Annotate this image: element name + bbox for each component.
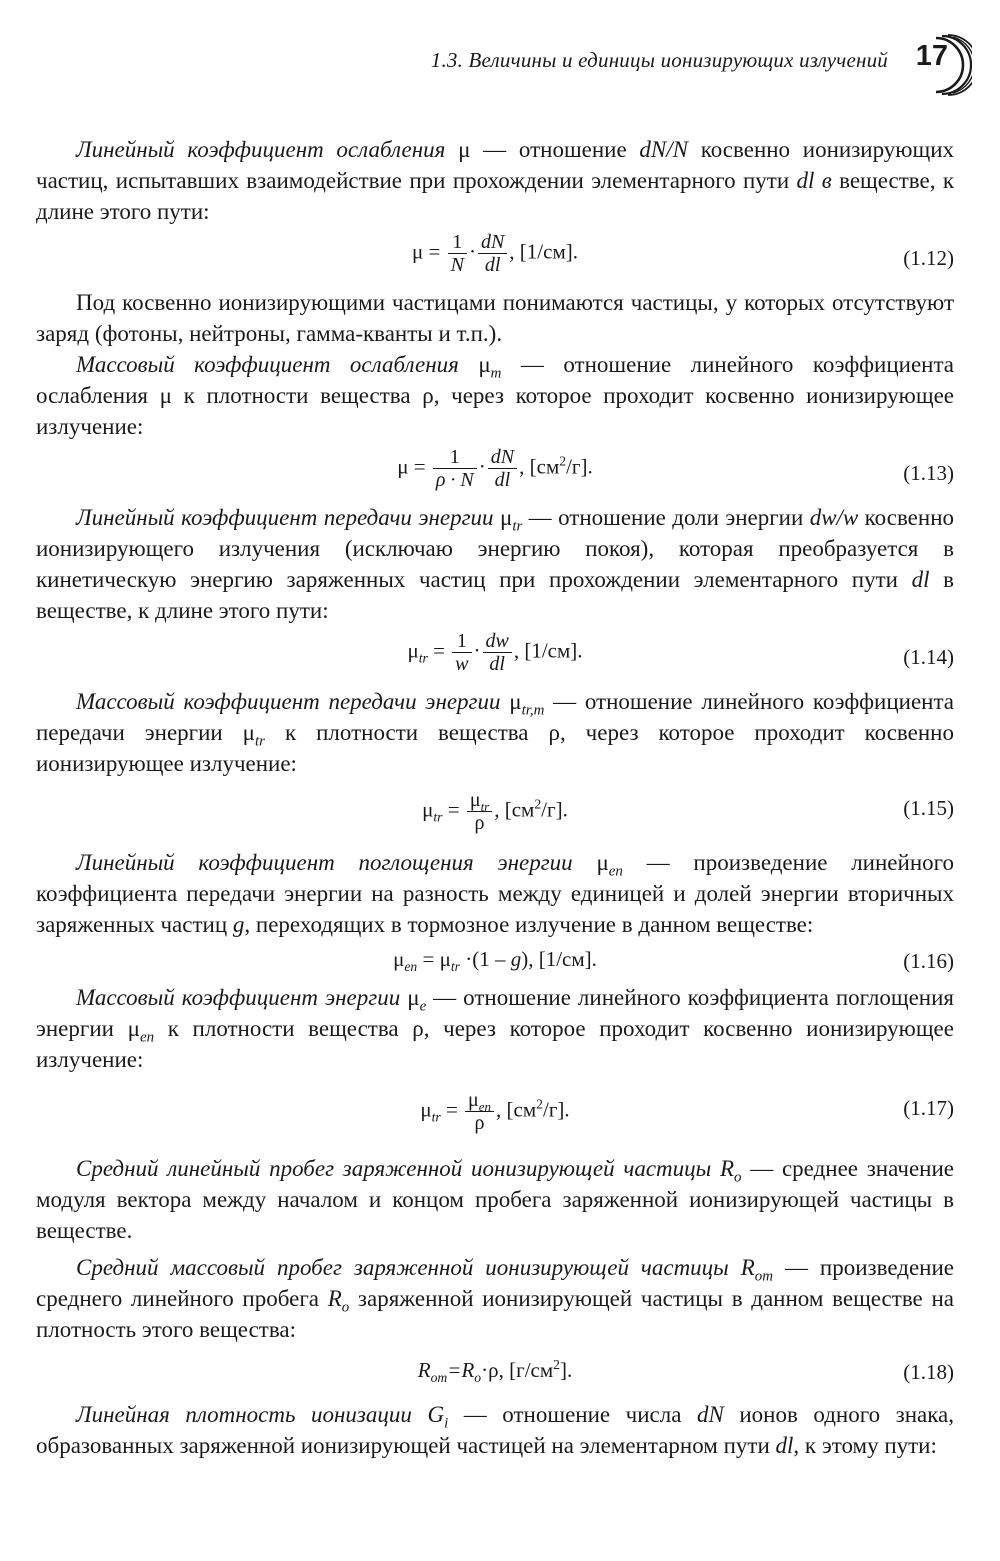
- denominator: dl: [489, 653, 505, 675]
- dN: dN: [696, 1402, 724, 1427]
- text: ионов одного знака, образованных заряженной ионизирующей частицей на элементарном пути: [36, 1402, 955, 1458]
- dl: dl: [775, 1433, 794, 1458]
- symbol: μ: [242, 720, 256, 745]
- text: — отношение линейного коэффициента ослабления μ к плотности вещества ρ, через которое проходит косвенно ионизирующее излучение:: [36, 352, 955, 439]
- term: Линейный коэффициент передачи энергии: [76, 505, 494, 530]
- text: заряженной ионизирующей частицы в данном веществе на плотность этого вещества:: [36, 1286, 954, 1342]
- term: Массовый коэффициент ослабления: [76, 352, 459, 377]
- equation-1-18: [36, 1355, 954, 1395]
- subscript: tr: [480, 799, 490, 814]
- symbol: R: [327, 1286, 342, 1311]
- numerator: 1: [448, 231, 467, 254]
- subscript: tr: [431, 1109, 441, 1125]
- symbol: R: [740, 1255, 755, 1280]
- equation-1-14: [36, 630, 954, 680]
- paragraph-linear-energy-transfer: [36, 502, 954, 626]
- fraction: [465, 1089, 494, 1134]
- equation-1-12: [36, 231, 954, 281]
- text: веществе, к длине этого пути:: [36, 168, 954, 224]
- term: Массовый коэффициент энергии: [76, 985, 401, 1010]
- numerator: [465, 1089, 494, 1112]
- subscript: tr: [418, 650, 428, 666]
- denominator: ρ: [474, 812, 485, 834]
- term: Линейный коэффициент поглощения энергии: [76, 850, 573, 875]
- text: — отношение линейного коэффициента поглощения энергии: [36, 985, 955, 1041]
- unit: /г].: [542, 1097, 570, 1122]
- text: в веществе, к длине этого пути:: [36, 567, 954, 623]
- page-number-arcs-icon: [922, 34, 972, 96]
- paragraph-mass-energy-transfer: [36, 686, 954, 779]
- paragraph-indirect-particles: Под косвенно ионизирующими частицами понимаются частицы, у которых отсутствуют заряд (фотоны, нейтроны, гамма-кванты и т.п.).: [36, 290, 954, 346]
- denominator: N: [450, 254, 464, 276]
- fraction: [433, 446, 477, 491]
- text: — отношение числа: [448, 1402, 697, 1427]
- subscript: en: [404, 959, 418, 975]
- equals: =: [440, 1097, 458, 1122]
- term: Линейный коэффициент ослабления: [76, 137, 446, 162]
- dot: ·: [468, 239, 476, 264]
- subscript: o: [474, 1370, 482, 1386]
- denominator: dl: [494, 469, 511, 491]
- text: — произведение среднего линейного пробега: [36, 1255, 954, 1311]
- subscript: m: [490, 365, 502, 382]
- text: — отношение: [470, 137, 640, 162]
- unit: /г].: [566, 454, 593, 479]
- term: Массовый коэффициент передачи энергии: [76, 689, 501, 714]
- equation-number: (1.12): [903, 246, 954, 270]
- symbol: R: [719, 1156, 735, 1181]
- equation-number: (1.18): [903, 1360, 954, 1384]
- subscript: en: [139, 1029, 155, 1046]
- subscript: en: [478, 1099, 492, 1114]
- equation-1-15: [36, 783, 954, 841]
- paragraph-mass-energy: [36, 982, 954, 1075]
- unit: ].: [559, 1358, 573, 1382]
- symbol: R: [417, 1358, 431, 1382]
- subscript: o: [341, 1299, 350, 1316]
- dot: ·: [478, 454, 486, 479]
- symbol: μ: [407, 985, 420, 1010]
- equals: =: [442, 797, 460, 822]
- unit: ), [1/см].: [521, 947, 597, 971]
- paragraph-linear-attenuation: [36, 134, 954, 227]
- eq-lhs: μ: [407, 638, 419, 663]
- subscript: om: [430, 1370, 448, 1386]
- term: Средний массовый пробег заряженной ионизирующей частицы: [76, 1255, 729, 1280]
- unit: /г].: [541, 797, 568, 822]
- eq-lhs: μ =: [397, 454, 426, 479]
- eq-lhs: μ: [420, 1097, 432, 1122]
- text: — среднее значение модуля вектора между началом и концом пробега заряженной ионизирующей частицы в веществе.: [36, 1156, 955, 1243]
- symbol: G: [427, 1402, 445, 1427]
- equation-1-17: [36, 1079, 954, 1137]
- g: g: [232, 912, 245, 937]
- denominator: ρ: [474, 1112, 485, 1134]
- superscript: 2: [553, 1357, 560, 1372]
- subscript: i: [444, 1415, 449, 1432]
- g: g: [510, 947, 522, 971]
- subscript: tr,m: [521, 702, 545, 719]
- denominator: w: [455, 653, 469, 675]
- denominator: dl: [484, 254, 501, 276]
- text: ·ρ, [г/см: [481, 1358, 554, 1382]
- fraction: [478, 231, 507, 276]
- equation-number: (1.13): [903, 461, 954, 485]
- symbol: μ: [499, 505, 513, 530]
- unit: , [см: [496, 1097, 537, 1122]
- equation-number: (1.15): [903, 796, 954, 820]
- page-body: [36, 134, 954, 1461]
- text: ·(1 –: [459, 947, 511, 971]
- unit: , [см: [519, 454, 560, 479]
- fraction: [448, 231, 467, 276]
- denominator: ρ · N: [435, 469, 474, 491]
- symbol: μ: [393, 947, 405, 971]
- numerator: dN: [478, 231, 507, 254]
- term: Средний линейный пробег заряженной ионизирующей частицы: [76, 1156, 712, 1181]
- page-header: [0, 40, 1000, 90]
- subscript: tr: [433, 809, 443, 825]
- superscript: 2: [536, 1096, 543, 1112]
- equals: =: [427, 638, 445, 663]
- paragraph-mean-mass-range: [36, 1252, 954, 1345]
- paragraph-linear-energy-absorption: [36, 847, 954, 940]
- eq-lhs: μ =: [412, 239, 441, 264]
- symbol: =R: [447, 1358, 475, 1382]
- dot: ·: [473, 638, 481, 663]
- symbol: μ: [458, 137, 471, 162]
- numerator: dw: [483, 630, 512, 653]
- equation-number: (1.16): [903, 949, 954, 973]
- paragraph-mass-attenuation: [36, 349, 954, 442]
- dl: dl: [911, 567, 930, 592]
- symbol: μ: [596, 850, 609, 875]
- running-head: 1.3. Величины и единицы ионизирующих излучений: [430, 48, 888, 72]
- text: — отношение доли энергии: [522, 505, 810, 530]
- unit: , [1/см].: [509, 239, 578, 264]
- unit: , [см: [494, 797, 535, 822]
- text: — произведение линейного коэффициента передачи энергии на разность между единицей и долей энергии вторичных заряженных частиц: [36, 850, 954, 937]
- text: косвенно ионизирующего излучения (исключаю энергию покоя), которая преобразуется в кинетическую энергию заряженных частиц при прохождении элементарного пути: [36, 505, 954, 592]
- fraction: [488, 446, 517, 491]
- unit: , [1/см].: [513, 638, 583, 663]
- subscript: tr: [255, 733, 265, 750]
- symbol: = μ: [417, 947, 451, 971]
- term: Линейная плотность ионизации: [76, 1402, 412, 1427]
- symbol: μ: [509, 689, 522, 714]
- symbol: μ: [478, 352, 491, 377]
- ratio: dN/N: [639, 137, 688, 162]
- text: , переходящих в тормозное излучение в данном веществе:: [244, 912, 814, 937]
- subscript: tr: [512, 518, 523, 535]
- page-number: 17: [915, 40, 948, 72]
- symbol: μ: [127, 1016, 140, 1041]
- equation-number: (1.14): [903, 645, 954, 669]
- numerator: 1: [452, 630, 471, 653]
- text: к плотности вещества ρ, через которое проходит косвенно ионизирующее излучение:: [36, 720, 954, 776]
- numerator: 1: [433, 446, 477, 469]
- eq-lhs: μ: [422, 797, 434, 822]
- fraction: [467, 789, 492, 834]
- subscript: en: [608, 863, 623, 880]
- superscript: 2: [559, 453, 567, 469]
- symbol: μ: [469, 789, 481, 811]
- equation-1-16: [36, 944, 954, 978]
- text: в: [814, 168, 832, 193]
- numerator: dN: [488, 446, 517, 469]
- subscript: om: [754, 1268, 774, 1285]
- subscript: tr: [450, 959, 460, 975]
- subscript: o: [734, 1169, 742, 1186]
- equation-number: (1.17): [903, 1096, 954, 1120]
- fraction: [452, 630, 471, 675]
- paragraph-linear-ionization-density: [36, 1399, 954, 1461]
- numerator: [467, 789, 492, 812]
- fraction: [483, 630, 512, 675]
- subscript: e: [419, 998, 427, 1015]
- paragraph-mean-linear-range: [36, 1153, 954, 1246]
- text: , к этому пути:: [793, 1433, 937, 1458]
- superscript: 2: [534, 796, 542, 812]
- dl: dl: [796, 168, 815, 193]
- text: — отношение линейного коэффициента передачи энергии: [36, 689, 954, 745]
- equation-1-13: [36, 446, 954, 496]
- text: к плотности вещества ρ, через которое проходит косвенно ионизирующее излучение:: [36, 1016, 954, 1072]
- text: косвенно ионизирующих частиц, испытавших взаимодействие при прохождении элементарного пути: [36, 137, 955, 193]
- ratio: dw/w: [809, 505, 859, 530]
- symbol: μ: [468, 1089, 479, 1111]
